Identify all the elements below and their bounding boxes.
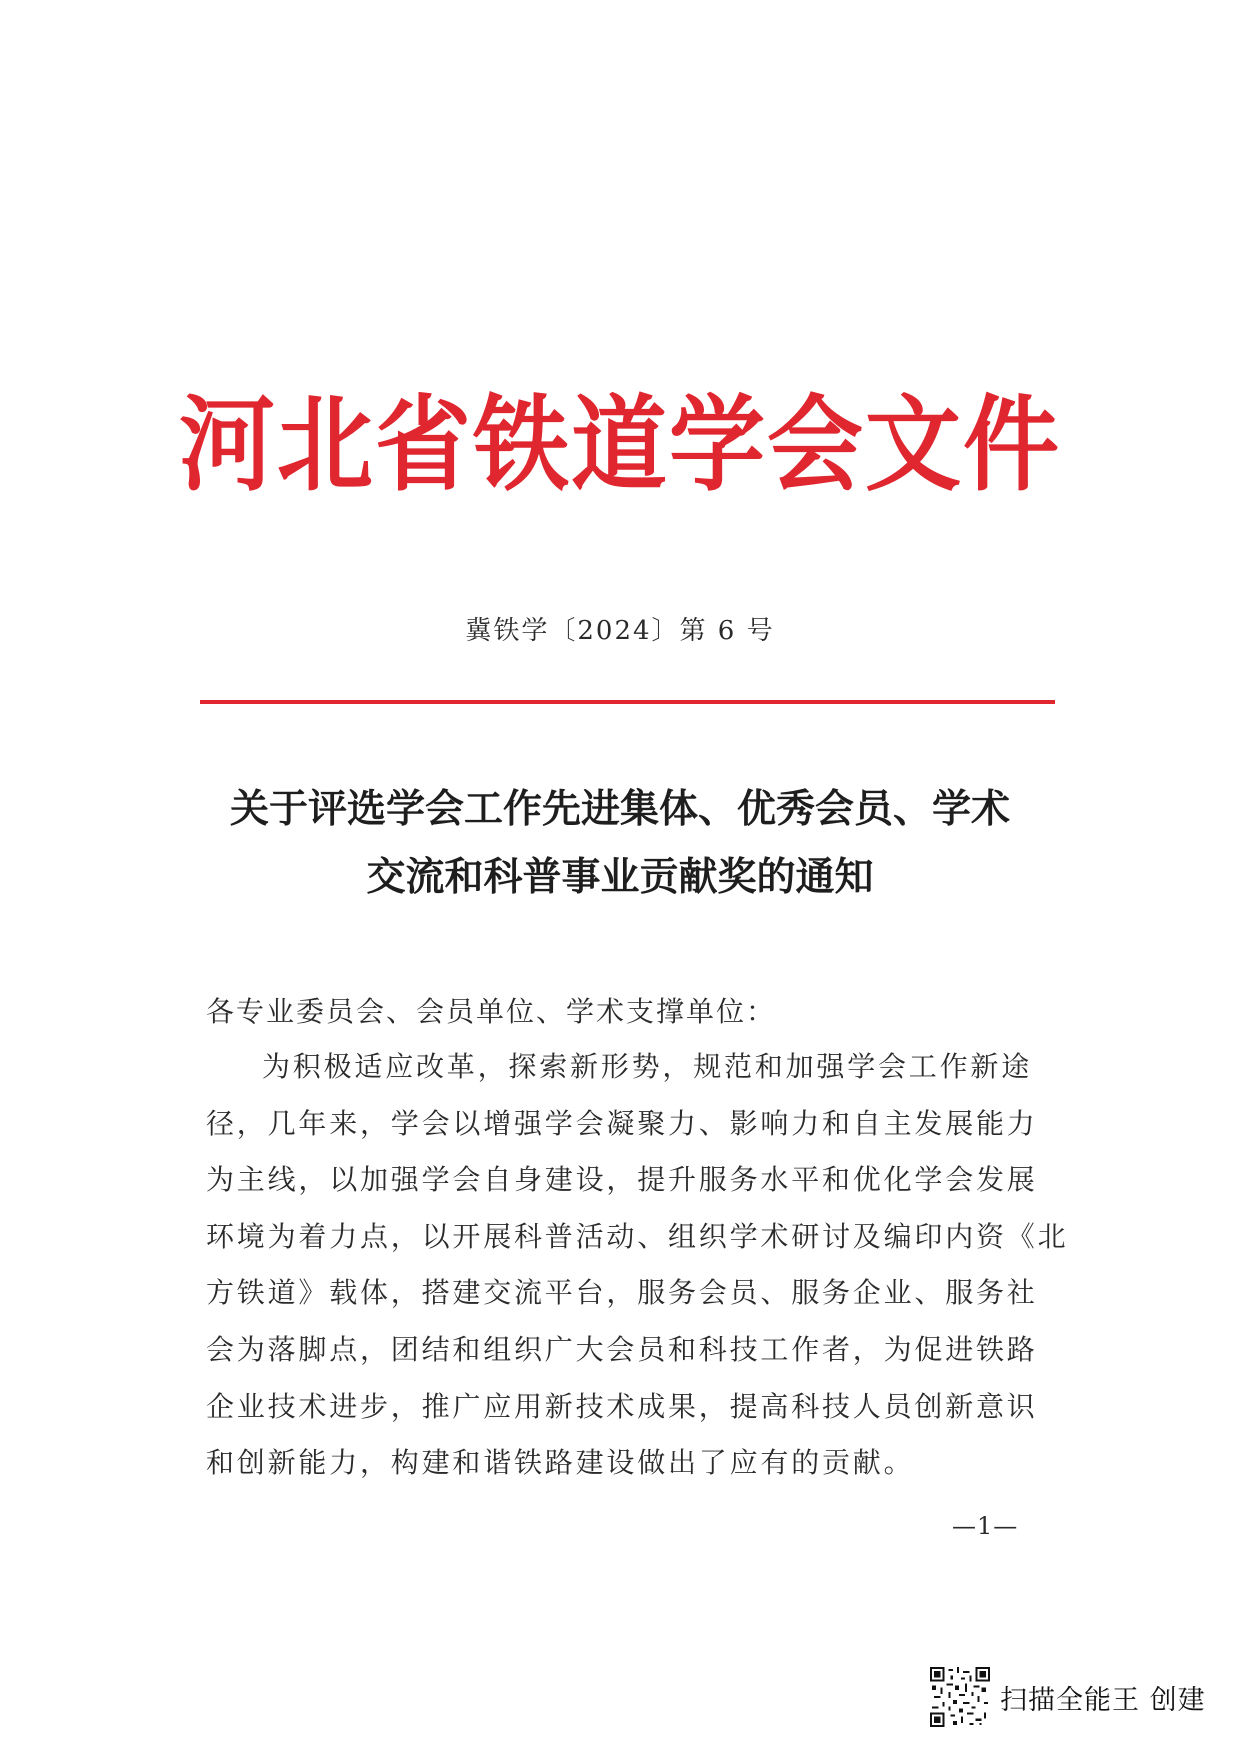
scanner-label: 扫描全能王 创建 xyxy=(1000,1684,1206,1716)
body-line: 为主线，以加强学会自身建设，提升服务水平和优化学会发展 xyxy=(206,1163,1038,1197)
document-number: 冀铁学〔2024〕第 6 号 xyxy=(465,616,775,646)
notice-title-line: 关于评选学会工作先进集体、优秀会员、学术 xyxy=(229,787,1010,832)
body-line: 方铁道》载体，搭建交流平台，服务会员、服务企业、服务社 xyxy=(206,1276,1038,1310)
body-line: 和创新能力，构建和谐铁路建设做出了应有的贡献。 xyxy=(206,1446,915,1480)
body-line: 为积极适应改革，探索新形势，规范和加强学会工作新途 xyxy=(262,1050,1033,1083)
scanner-watermark xyxy=(930,1667,1206,1727)
body-line: 会为落脚点，团结和组织广大会员和科技工作者，为促进铁路 xyxy=(206,1332,1038,1366)
red-divider xyxy=(200,700,1055,704)
qr-code-icon xyxy=(930,1667,990,1727)
masthead-title: 河北省铁道学会文件 xyxy=(179,383,1061,506)
body-line: 径，几年来，学会以增强学会凝聚力、影响力和自主发展能力 xyxy=(206,1106,1038,1140)
page-number: —1— xyxy=(952,1512,1019,1540)
salutation: 各专业委员会、会员单位、学术支撑单位： xyxy=(206,995,777,1028)
body-line: 环境为着力点，以开展科普活动、组织学术研讨及编印内资《北 xyxy=(206,1219,1069,1253)
notice-title-line: 交流和科普事业贡献奖的通知 xyxy=(366,855,874,900)
body-line: 企业技术进步，推广应用新技术成果，提高科技人员创新意识 xyxy=(206,1389,1038,1423)
notice-title xyxy=(180,776,1060,912)
body-paragraph xyxy=(206,1039,1069,1492)
